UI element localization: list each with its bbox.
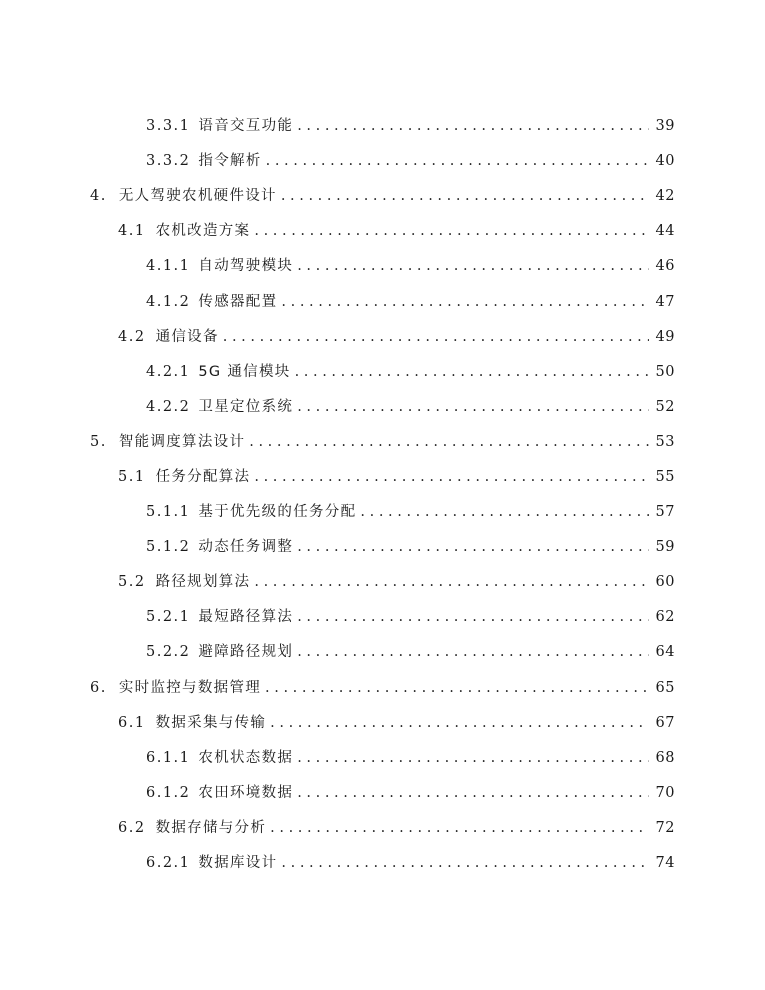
toc-dot-leader <box>297 609 649 625</box>
toc-entry[interactable] <box>0 528 765 563</box>
toc-entry[interactable] <box>0 493 765 528</box>
toc-dot-leader <box>265 680 649 696</box>
toc-entry[interactable] <box>0 598 765 633</box>
toc-entry-number: 3.3.1 <box>146 118 191 135</box>
toc-entry-number: 5.2.2 <box>146 644 191 661</box>
toc-entry[interactable] <box>0 739 765 774</box>
toc-dot-leader <box>254 223 649 239</box>
toc-entry[interactable] <box>0 212 765 247</box>
toc-entry[interactable] <box>0 282 765 317</box>
toc-entry-title: 实时监控与数据管理 <box>118 679 262 696</box>
toc-entry-title: 最短路径算法 <box>198 609 294 626</box>
toc-entry-title: 动态任务调整 <box>198 539 294 556</box>
toc-entry-number: 4.1 <box>118 223 146 240</box>
toc-dot-leader <box>297 258 649 274</box>
toc-entry-page: 50 <box>655 363 675 380</box>
toc-dot-leader <box>266 153 649 169</box>
toc-entry-page: 65 <box>655 679 675 696</box>
table-of-contents <box>0 107 765 879</box>
toc-entry[interactable] <box>0 633 765 668</box>
toc-entry-number: 5.1 <box>118 468 146 485</box>
toc-dot-leader <box>270 715 649 731</box>
toc-entry-page: 53 <box>655 433 675 450</box>
toc-entry-title: 5G 通信模块 <box>198 363 291 380</box>
toc-entry[interactable] <box>0 423 765 458</box>
toc-entry-title: 通信设备 <box>155 328 219 345</box>
toc-entry[interactable] <box>0 142 765 177</box>
toc-entry-page: 72 <box>655 819 675 836</box>
toc-dot-leader <box>223 329 649 345</box>
toc-entry-page: 70 <box>655 784 675 801</box>
toc-entry-page: 68 <box>655 749 675 766</box>
toc-entry[interactable] <box>0 353 765 388</box>
toc-entry-number: 6.1.1 <box>146 749 191 766</box>
toc-dot-leader <box>281 294 649 310</box>
toc-dot-leader <box>297 644 649 660</box>
toc-entry-title: 数据库设计 <box>198 855 278 872</box>
toc-entry-title: 农田环境数据 <box>198 784 294 801</box>
toc-entry-number: 5. <box>90 433 107 450</box>
toc-entry[interactable] <box>0 177 765 212</box>
toc-dot-leader <box>281 188 649 204</box>
toc-entry-title: 指令解析 <box>198 153 262 170</box>
toc-entry-page: 40 <box>655 153 675 170</box>
toc-entry-number: 6.1 <box>118 714 146 731</box>
toc-entry-page: 49 <box>655 328 675 345</box>
toc-entry-number: 4.2.1 <box>146 363 191 380</box>
toc-entry-number: 6. <box>90 679 107 696</box>
toc-entry-title: 数据存储与分析 <box>155 819 267 836</box>
toc-dot-leader <box>295 364 649 380</box>
toc-entry-number: 5.1.1 <box>146 504 191 521</box>
toc-dot-leader <box>360 504 649 520</box>
toc-entry-title: 智能调度算法设计 <box>118 433 246 450</box>
toc-entry-page: 46 <box>655 258 675 275</box>
toc-entry-number: 4.2 <box>118 328 146 345</box>
toc-dot-leader <box>297 750 649 766</box>
toc-entry-title: 农机状态数据 <box>198 749 294 766</box>
toc-entry-page: 44 <box>655 223 675 240</box>
toc-entry-page: 67 <box>655 714 675 731</box>
toc-dot-leader <box>281 855 649 871</box>
toc-entry[interactable] <box>0 809 765 844</box>
toc-entry-number: 3.3.2 <box>146 153 191 170</box>
toc-entry-number: 6.2.1 <box>146 855 191 872</box>
toc-entry-page: 47 <box>655 293 675 310</box>
toc-entry[interactable] <box>0 107 765 142</box>
toc-entry-page: 55 <box>655 468 675 485</box>
toc-entry-number: 4.2.2 <box>146 398 191 415</box>
toc-entry-title: 路径规划算法 <box>155 574 251 591</box>
toc-entry-title: 无人驾驶农机硬件设计 <box>118 188 277 205</box>
toc-entry-number: 5.1.2 <box>146 539 191 556</box>
toc-dot-leader <box>297 118 649 134</box>
toc-entry-page: 64 <box>655 644 675 661</box>
toc-entry-number: 5.2 <box>118 574 146 591</box>
toc-dot-leader <box>297 785 649 801</box>
toc-entry-number: 4.1.1 <box>146 258 191 275</box>
toc-entry-title: 自动驾驶模块 <box>198 258 294 275</box>
toc-entry-title: 任务分配算法 <box>155 468 251 485</box>
toc-entry[interactable] <box>0 458 765 493</box>
toc-dot-leader <box>254 469 649 485</box>
toc-entry-title: 数据采集与传输 <box>155 714 267 731</box>
toc-dot-leader <box>297 539 649 555</box>
toc-entry-page: 59 <box>655 539 675 556</box>
toc-dot-leader <box>270 820 649 836</box>
toc-dot-leader <box>249 434 649 450</box>
toc-entry-title: 农机改造方案 <box>155 223 251 240</box>
toc-entry[interactable] <box>0 318 765 353</box>
toc-entry-number: 4.1.2 <box>146 293 191 310</box>
toc-entry-title: 避障路径规划 <box>198 644 294 661</box>
toc-entry-page: 60 <box>655 574 675 591</box>
toc-entry-number: 6.2 <box>118 819 146 836</box>
toc-entry-title: 基于优先级的任务分配 <box>198 504 357 521</box>
toc-entry-number: 6.1.2 <box>146 784 191 801</box>
toc-entry[interactable] <box>0 844 765 879</box>
toc-entry[interactable] <box>0 247 765 282</box>
toc-entry-title: 传感器配置 <box>198 293 278 310</box>
toc-entry-page: 39 <box>655 118 675 135</box>
toc-entry-number: 4. <box>90 188 107 205</box>
toc-entry[interactable] <box>0 563 765 598</box>
toc-entry-title: 卫星定位系统 <box>198 398 294 415</box>
toc-entry-page: 42 <box>655 188 675 205</box>
toc-dot-leader <box>297 399 649 415</box>
toc-entry-page: 52 <box>655 398 675 415</box>
toc-entry-page: 74 <box>655 855 675 872</box>
toc-entry-page: 57 <box>655 504 675 521</box>
toc-entry[interactable] <box>0 669 765 704</box>
toc-dot-leader <box>254 574 649 590</box>
toc-entry[interactable] <box>0 704 765 739</box>
toc-entry[interactable] <box>0 774 765 809</box>
toc-entry-page: 62 <box>655 609 675 626</box>
toc-entry-number: 5.2.1 <box>146 609 191 626</box>
toc-entry-title: 语音交互功能 <box>198 118 294 135</box>
toc-entry[interactable] <box>0 388 765 423</box>
